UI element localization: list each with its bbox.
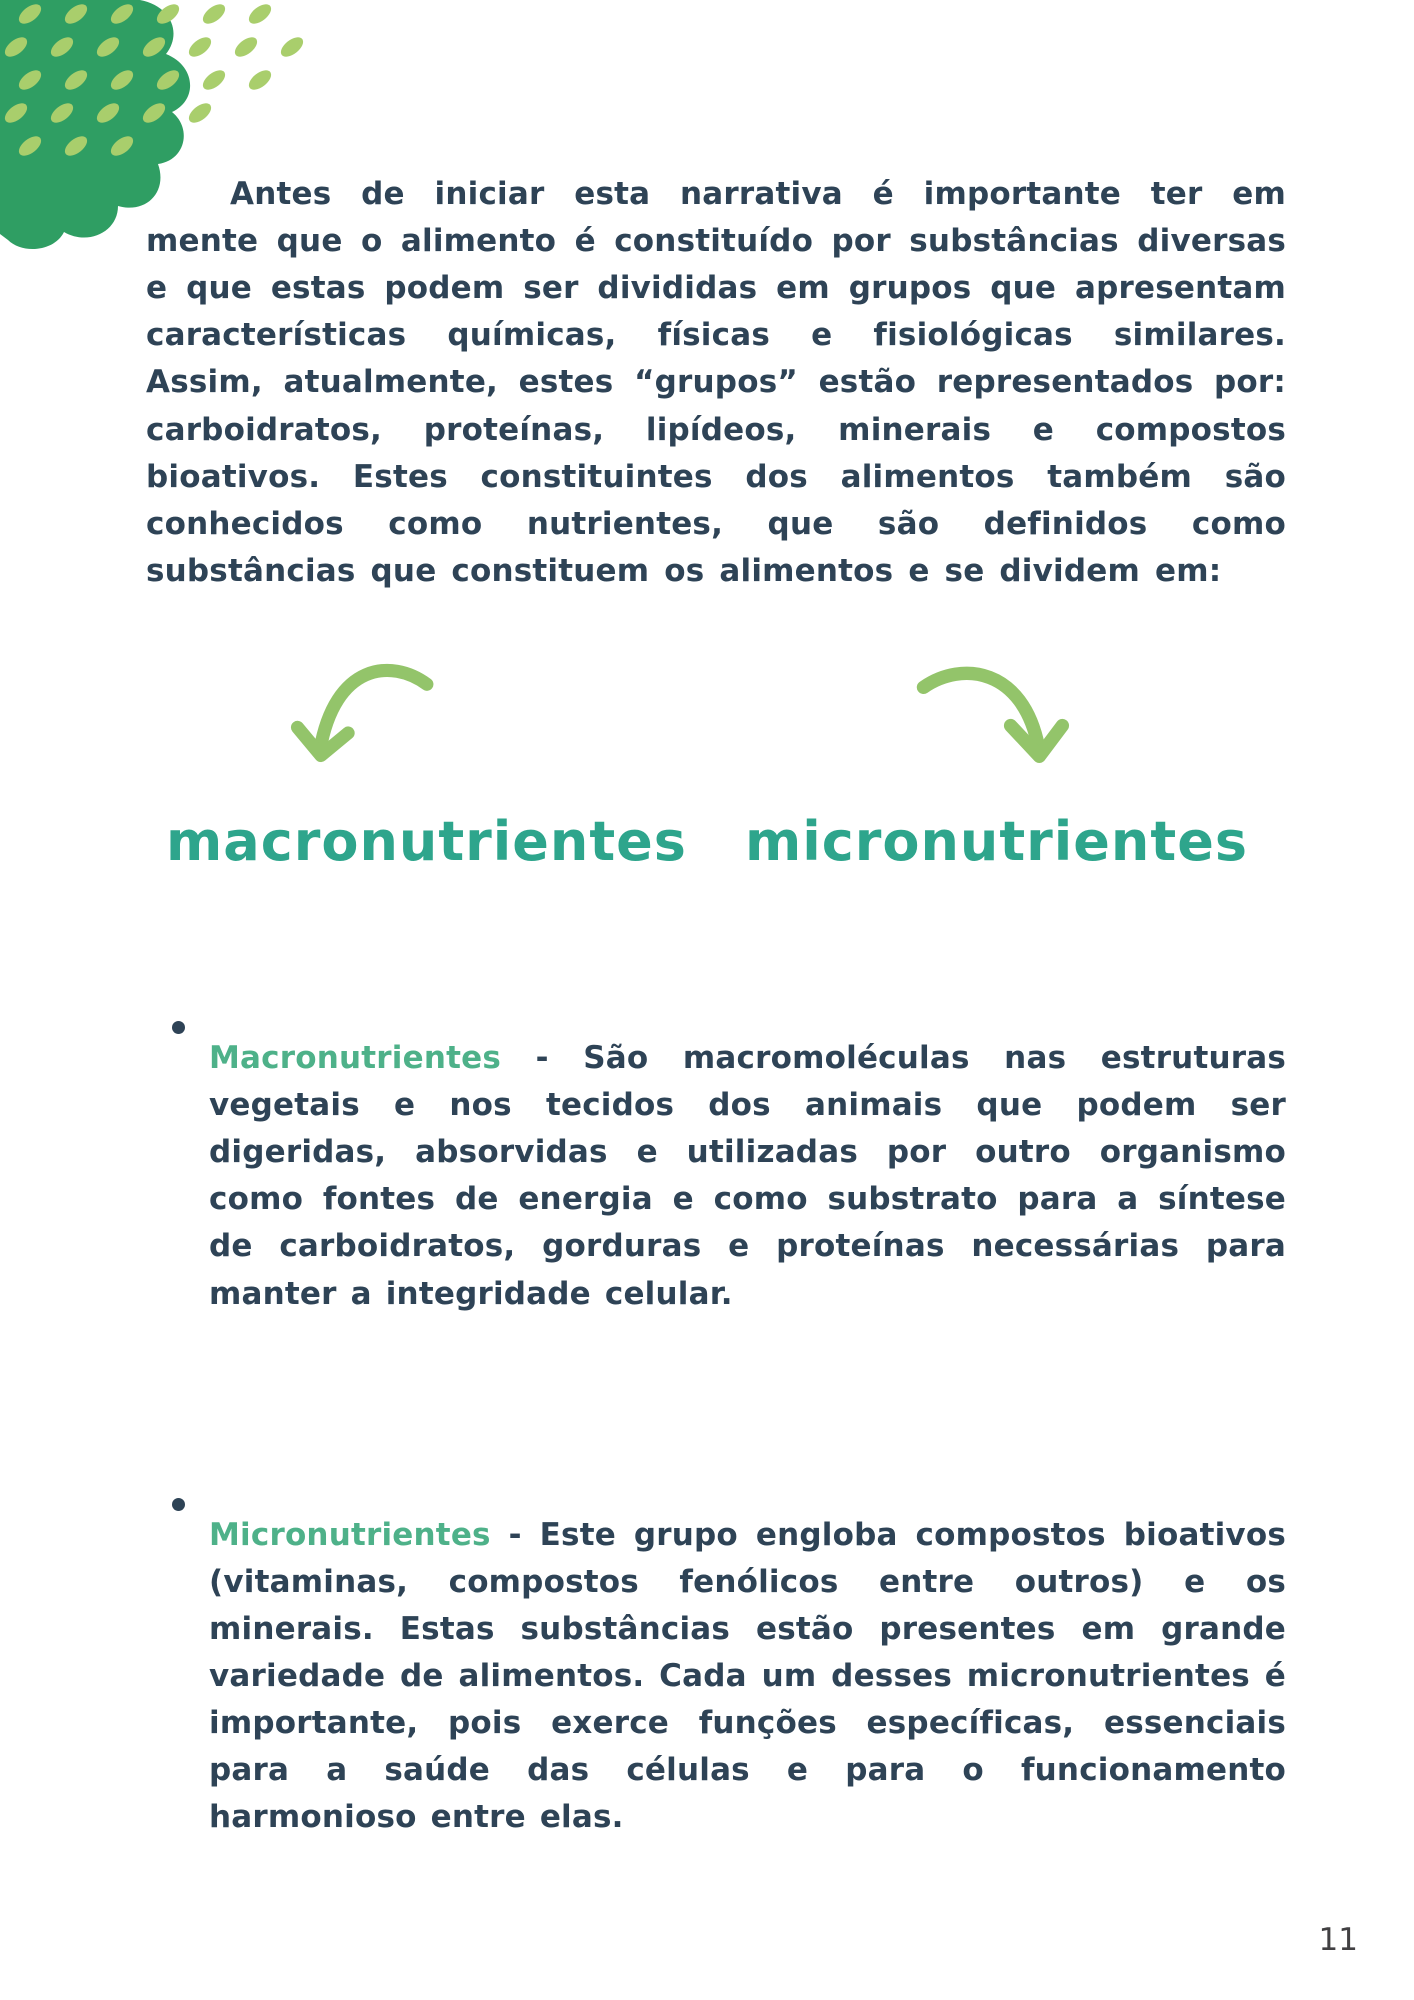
curved-arrow-down-left-icon [290,658,440,797]
bullet-dot [172,1498,185,1511]
micronutrientes-definition [209,1512,1286,1842]
list-item-micronutrientes [146,1481,1286,1873]
definitions-list [146,1004,1286,1872]
intro-paragraph: Antes de iniciar esta narrativa é importante ter em mente que o alimento é constituído por substâncias diversas e que estas podem ser divididas em grupos que apresentam características químicas, físicas e fisiológicas similares. Assim, atualmente, estes “grupos” estão representados por: carboidratos, proteínas, lipídeos, minerais e compostos bioativos. Estes constituintes dos alimentos também são conhecidos como nutrientes, que são definidos como substâncias que constituem os alimentos e se dividem em: [146,176,1286,589]
macronutrientes-description: - São macromoléculas nas estruturas vegetais e nos tecidos dos animais que podem ser digeridas, absorvidas e utilizadas por outro organismo como fontes de energia e como substrato para a síntese de carboidratos, gorduras e proteínas necessárias para manter a integridade celular. [209,1040,1286,1312]
macronutrientes-definition [209,1035,1286,1318]
micronutrientes-label: micronutrientes [744,810,1248,873]
macronutrientes-label: macronutrientes [166,810,687,873]
nutrient-labels-row [0,810,1414,875]
micronutrientes-term: Micronutrientes [209,1516,491,1553]
macronutrientes-term: Macronutrientes [209,1040,501,1076]
bullet-dot [172,1021,185,1034]
curved-arrow-down-right-icon [912,666,1070,795]
page-number: 11 [1318,1922,1358,1958]
micronutrientes-description: - Este grupo engloba compostos bioativos (vitaminas, compostos fenólicos entre outros) e os minerais. Estas substâncias estão presentes em grande variedade de alimentos. Cada um desses micronutrientes é importante, pois exerce funções específicas, essenciais para a saúde das células e para o funcionamento harmonioso entre elas. [209,1516,1286,1836]
list-item-macronutrientes [146,1004,1286,1349]
